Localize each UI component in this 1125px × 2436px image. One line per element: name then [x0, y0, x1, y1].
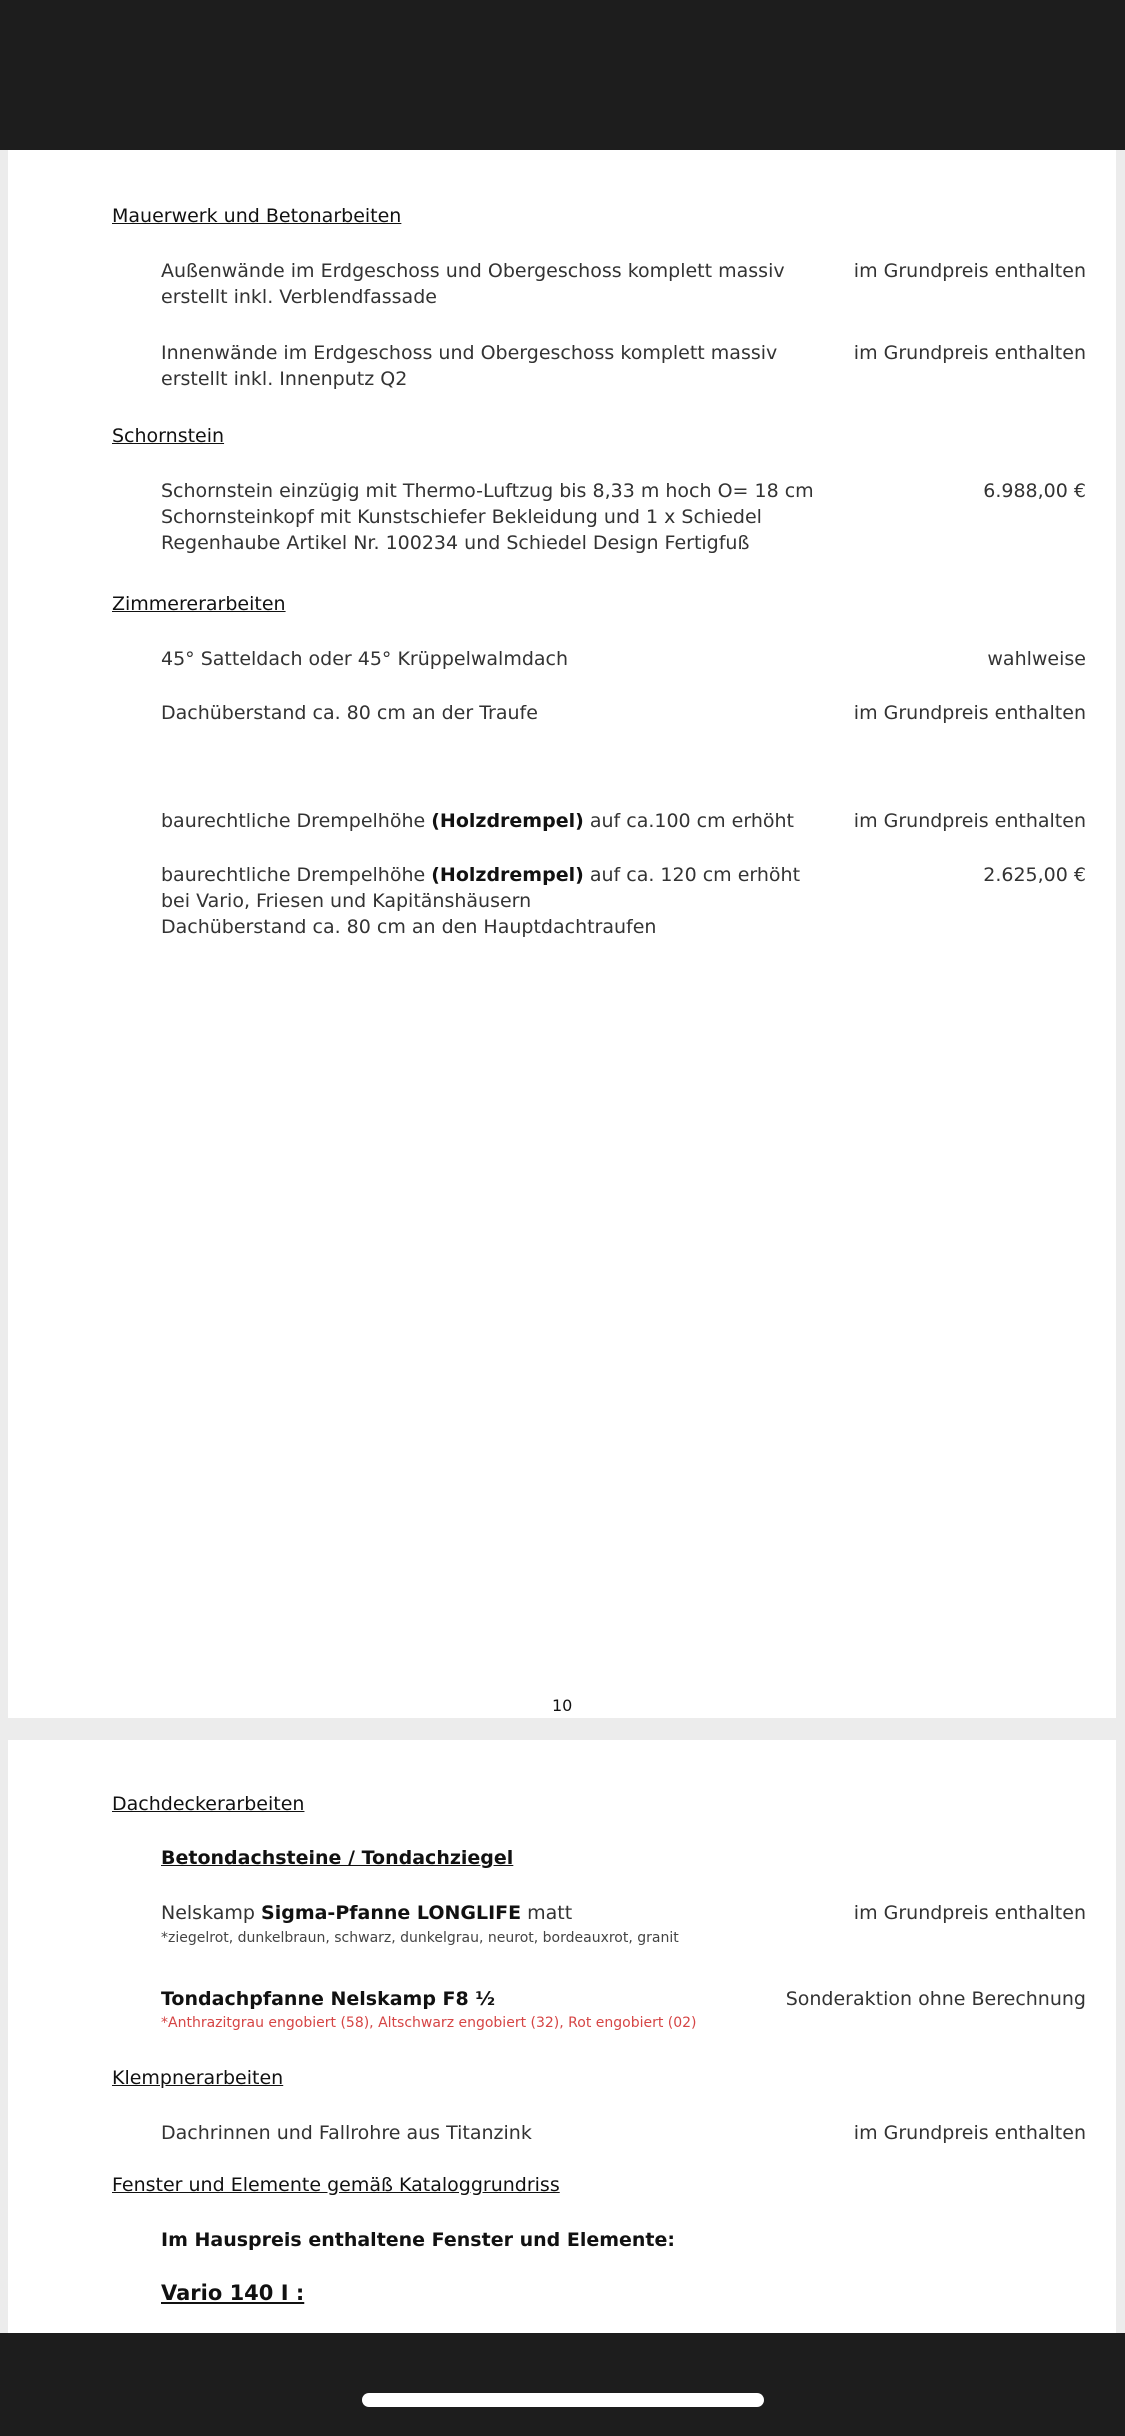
item-text: baurechtliche Drempelhöhe	[161, 864, 432, 886]
note-tondach-colors: *Anthrazitgrau engobiert (58), Altschwarz engobiert (32), Rot engobiert (02)	[161, 2015, 697, 2031]
item-text: matt	[521, 1902, 573, 1924]
item-bold-text: Sigma-Pfanne LONGLIFE	[261, 1902, 522, 1924]
note-sigma-colors: *ziegelrot, dunkelbraun, schwarz, dunkelgrau, neurot, bordeauxrot, granit	[161, 1930, 679, 1946]
item-text: auf ca.100 cm erhöht	[583, 810, 795, 832]
item-tondachpfanne	[161, 1986, 495, 2012]
heading-klempner: Klempnerarbeiten	[112, 2067, 284, 2089]
item-text: auf ca. 120 cm erhöht	[583, 864, 801, 886]
item-innenwaende	[161, 340, 777, 392]
price-dachueberstand: im Grundpreis enthalten	[853, 702, 1086, 724]
price-dachform: wahlweise	[987, 648, 1086, 670]
item-text: Nelskamp	[161, 1902, 262, 1924]
price-dachrinnen: im Grundpreis enthalten	[853, 2122, 1086, 2144]
item-aussenwaende	[161, 258, 785, 310]
price-drempel-120: 2.625,00 €	[983, 864, 1086, 886]
subheading-dachsteine: Betondachsteine / Tondachziegel	[161, 1847, 514, 1869]
item-bold-text: (Holzdrempel)	[431, 810, 584, 832]
price-sigma-pfanne: im Grundpreis enthalten	[853, 1902, 1086, 1924]
item-line: Schornstein einzügig mit Thermo-Luftzug bis 8,33 m hoch O= 18 cm	[161, 480, 814, 502]
item-line: Innenwände im Erdgeschoss und Obergeschoss komplett massiv	[161, 342, 778, 364]
item-line: Regenhaube Artikel Nr. 100234 und Schiedel Design Fertigfuß	[161, 532, 750, 554]
top-status-bar	[0, 0, 1125, 150]
model-vario-140: Vario 140 I :	[161, 2281, 305, 2305]
heading-dachdecker: Dachdeckerarbeiten	[112, 1793, 305, 1815]
heading-fenster: Fenster und Elemente gemäß Kataloggrundriss	[112, 2174, 560, 2196]
heading-schornstein: Schornstein	[112, 425, 225, 447]
page-number: 10	[552, 1696, 573, 1715]
price-innenwaende: im Grundpreis enthalten	[853, 342, 1086, 364]
item-line: Außenwände im Erdgeschoss und Obergeschoss komplett massiv	[161, 260, 785, 282]
fenster-subtitle: Im Hauspreis enthaltene Fenster und Elemente:	[161, 2229, 675, 2251]
document-page-10	[8, 150, 1116, 1718]
item-dachform: 45° Satteldach oder 45° Krüppelwalmdach	[161, 648, 569, 670]
item-schornstein	[161, 478, 814, 556]
item-dachueberstand: Dachüberstand ca. 80 cm an der Traufe	[161, 702, 538, 724]
item-dachrinnen: Dachrinnen und Fallrohre aus Titanzink	[161, 2122, 532, 2144]
item-drempel-120	[161, 862, 800, 940]
heading-zimmerer: Zimmererarbeiten	[112, 593, 286, 615]
item-text: baurechtliche Drempelhöhe	[161, 810, 432, 832]
item-line: erstellt inkl. Innenputz Q2	[161, 368, 408, 390]
home-indicator[interactable]	[362, 2393, 764, 2407]
item-bold-text: (Holzdrempel)	[431, 864, 584, 886]
item-line: erstellt inkl. Verblendfassade	[161, 286, 437, 308]
bottom-bar	[0, 2333, 1125, 2436]
item-line	[161, 862, 800, 888]
item-bold-text: Tondachpfanne Nelskamp F8 ½	[161, 1988, 496, 2010]
item-sigma-pfanne	[161, 1900, 572, 1926]
item-line: bei Vario, Friesen und Kapitänshäusern	[161, 890, 532, 912]
item-line: Schornsteinkopf mit Kunstschiefer Bekleidung und 1 x Schiedel	[161, 506, 762, 528]
price-schornstein: 6.988,00 €	[983, 480, 1086, 502]
document-page-11	[8, 1740, 1116, 2333]
item-line: Dachüberstand ca. 80 cm an den Hauptdachtraufen	[161, 916, 657, 938]
price-drempel-100: im Grundpreis enthalten	[853, 810, 1086, 832]
price-aussenwaende: im Grundpreis enthalten	[853, 260, 1086, 282]
heading-mauerwerk: Mauerwerk und Betonarbeiten	[112, 205, 402, 227]
item-drempel-100	[161, 808, 794, 834]
price-tondachpfanne: Sonderaktion ohne Berechnung	[785, 1988, 1086, 2010]
